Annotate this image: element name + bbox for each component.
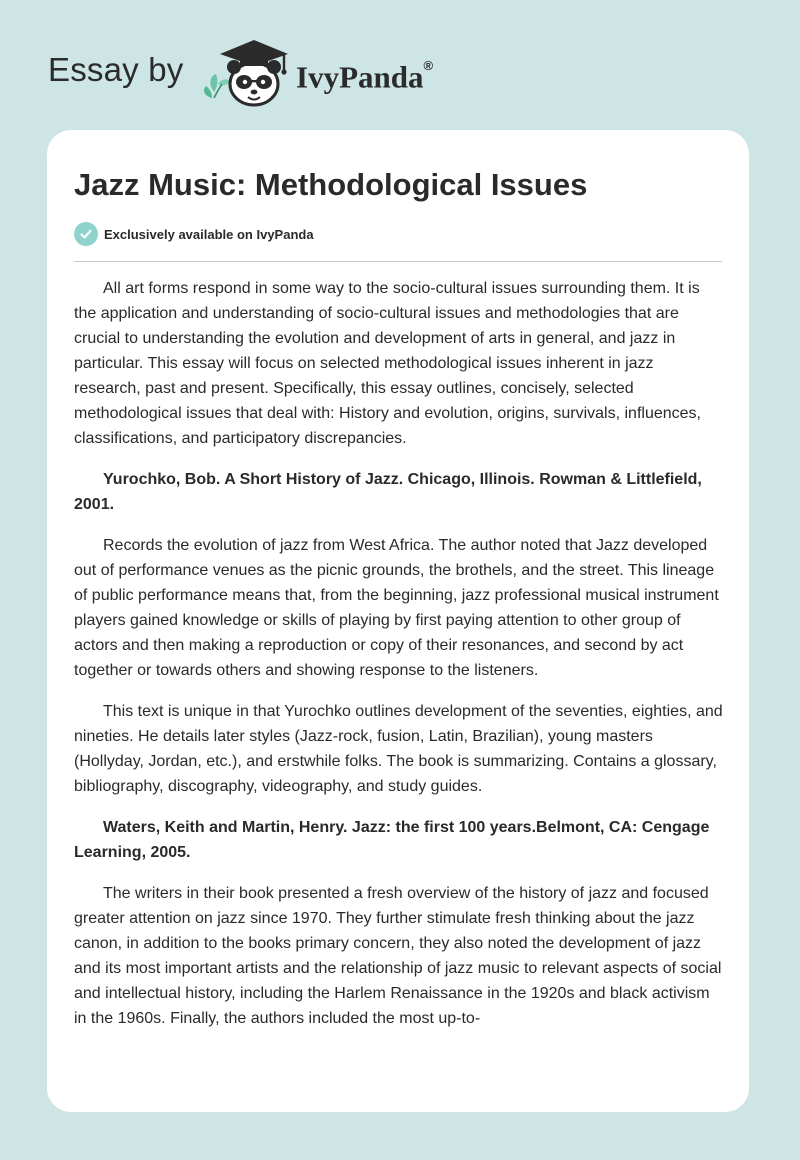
trademark-symbol: ® <box>423 58 434 73</box>
reference-citation: Waters, Keith and Martin, Henry. Jazz: the first 100 years.Belmont, CA: Cengage Learning, 2005. <box>74 819 710 861</box>
paragraph: This text is unique in that Yurochko outlines development of the seventies, eighties, and nineties. He details later styles (Jazz-rock, fusion, Latin, Brazilian), young masters (Hollyday, Jordan, etc.), and erstwhile folks. The book is summarizing. Contains a glossary, bibliography, discography, videography, and study guides. <box>74 703 723 795</box>
paragraph: All art forms respond in some way to the socio-cultural issues surrounding them. It is the application and understanding of socio-cultural issues and methodologies that are crucial to understanding the evolution and development of arts in general, and jazz in particular. This essay will focus on selected methodological issues inherent in jazz research, past and present. Specifically, this essay outlines, concisely, selected methodological issues that deal with: History and evolution, origins, survivals, influences, classifications, and participatory discrepancies. <box>74 280 701 447</box>
exclusive-badge <box>74 222 314 246</box>
site-header <box>0 0 800 130</box>
divider <box>74 261 722 262</box>
paragraph: Records the evolution of jazz from West Africa. The author noted that Jazz developed out of performance venues as the picnic grounds, the brothels, and the street. This lineage of public performance means that, from the beginning, jazz professional musical instrument players gained knowledge or skills of playing by first paying attention to other group of actors and then making a reproduction or copy of their resonances, and second by act together or towards others and showing response to the listeners. <box>74 537 719 679</box>
essay-card <box>47 130 749 1112</box>
reference-citation: Yurochko, Bob. A Short History of Jazz. Chicago, Illinois. Rowman & Littlefield, 2001. <box>74 471 702 513</box>
brand-name-text: IvyPanda <box>296 59 424 95</box>
essay-body <box>74 276 724 1047</box>
paragraph: The writers in their book presented a fresh overview of the history of jazz and focused greater attention on jazz since 1970. They further stimulate fresh thinking about the jazz canon, in addition to the books primary concern, they also noted the development of jazz and its most important artists and the relationship of jazz music to relevant aspects of social and intellectual history, including the Harlem Renaissance in the 1920s and black activism in the 1960s. Finally, the authors included the most up-to- <box>74 885 722 1027</box>
panda-graduate-icon[interactable] <box>200 34 292 110</box>
page-title: Jazz Music: Methodological Issues <box>74 167 588 202</box>
exclusive-label: Exclusively available on IvyPanda <box>104 226 314 242</box>
brand-name[interactable] <box>296 52 433 97</box>
check-icon <box>74 222 98 246</box>
brand-prefix: Essay by <box>48 51 184 88</box>
